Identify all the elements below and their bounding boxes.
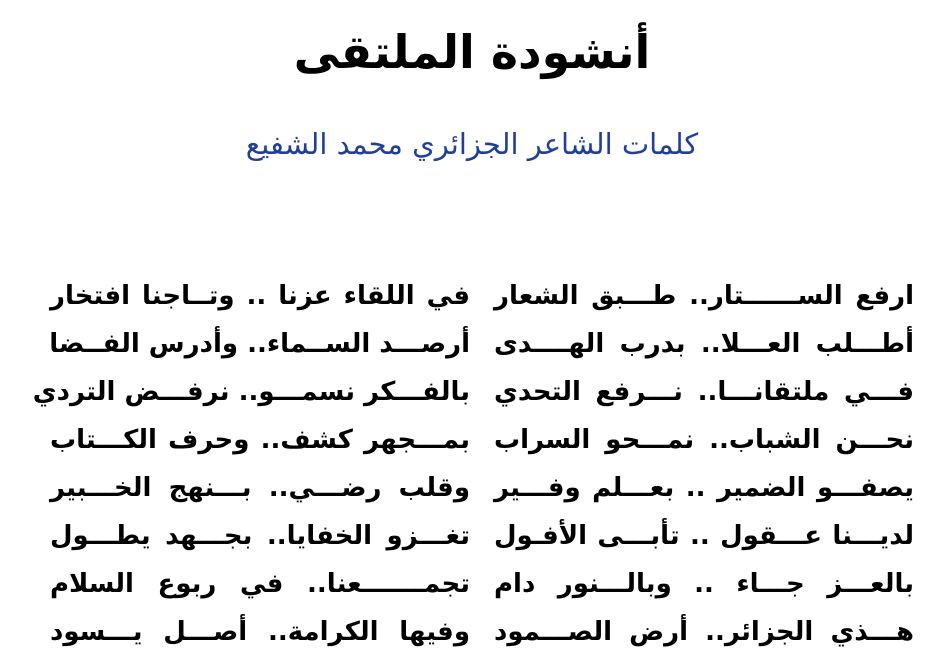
verse-line: نحـــن الشباب.. نمـــحو السراب (494, 425, 914, 455)
poem-subtitle: كلمات الشاعر الجزائري محمد الشفيع (245, 127, 699, 161)
verse-line: تجمـــــــعنا.. في ربوع السلام (50, 569, 470, 599)
verse-line: يصفـــو الضمير .. بعـــلم وفـــير (494, 473, 914, 503)
poem-title: أنشودة الملتقى (293, 25, 651, 79)
verse-line: تغـــزو الخفايا.. بجـــهد يطـــول (50, 521, 470, 551)
verse-line: لديـــنا عـــقول .. تأبـــى الأفـول (494, 521, 914, 551)
verse-line: ارفع الســــــتار.. طـــبق الشعار (494, 281, 914, 311)
verse-line: أرصـــد الســماء.. وأدرس الفــضا (49, 329, 470, 359)
verse-line: بالفـــكر نسمـــو.. نرفـــض التردي (32, 377, 470, 407)
verse-line: وفيها الكرامة.. أصـــل يـــسود (50, 617, 470, 647)
verse-line: فـــي ملتقانـــا.. نـــرفع التحدي (494, 377, 914, 407)
verse-line: في اللقاء عزنا .. وتــاجنا افتخار (50, 281, 470, 311)
verse-column-left (32, 272, 470, 656)
verse-line: هـــذي الجزائر.. أرض الصـــمود (494, 617, 914, 647)
verse-line: أطـــلب العـــلا.. بدرب الهــــدى (494, 329, 914, 359)
verse-line: بالعـــز جـــاء .. وبالـــنور دام (494, 569, 914, 599)
verse-line: بمـــجهر كشف.. وحرف الكـــتاب (50, 425, 470, 455)
verse-line: وقلب رضـــي.. بـــنهج الخـــبير (50, 473, 470, 503)
verse-column-right (494, 272, 914, 656)
